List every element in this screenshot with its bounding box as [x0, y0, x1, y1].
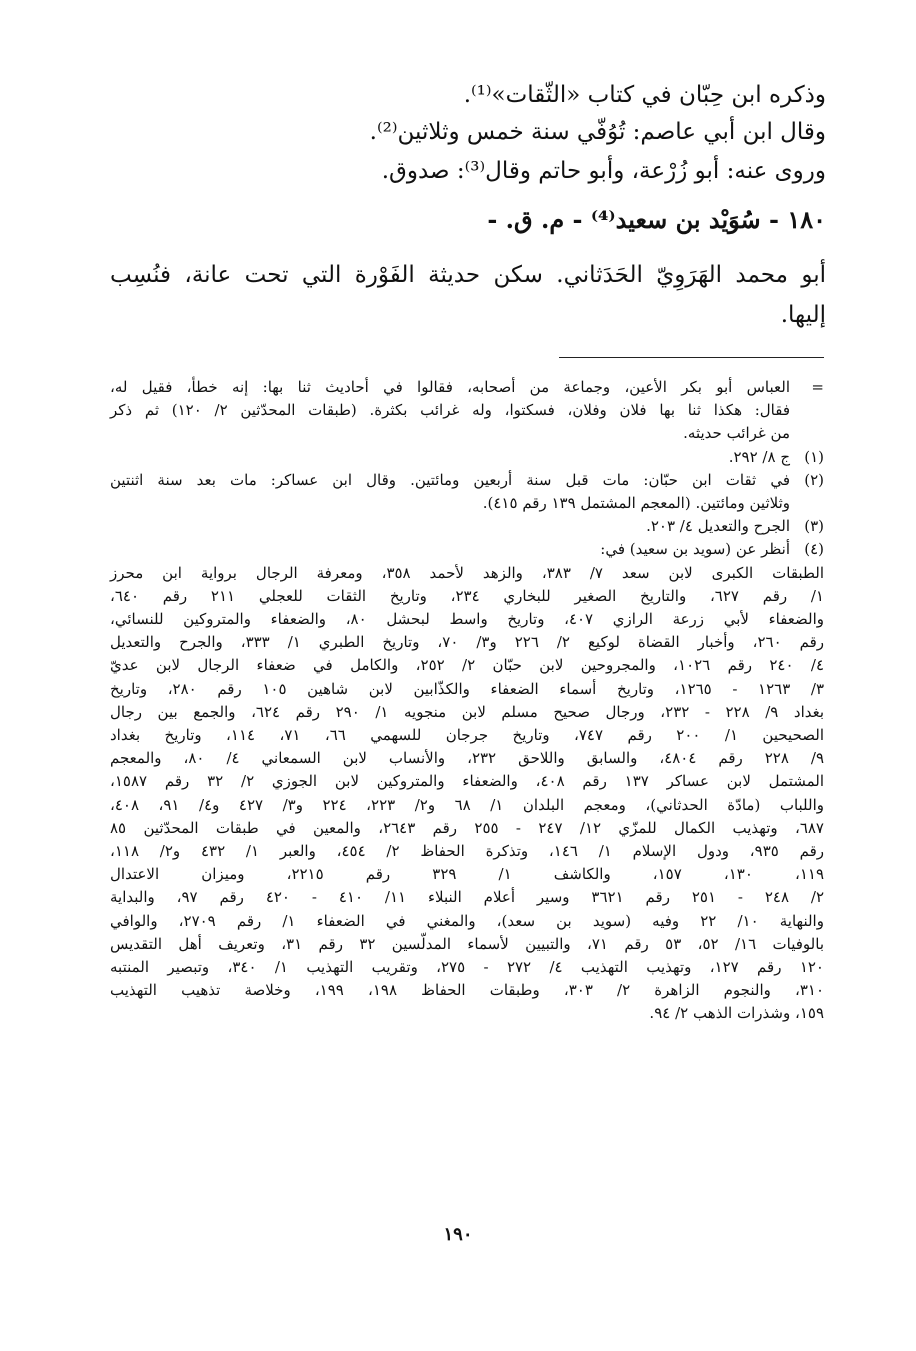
footnote-line: ٣١٠، والنجوم الزاهرة ٢/ ٣٠٣، وطبقات الحفاظ ١٩٨، ١٩٩، وخلاصة تذهيب التهذيب — [110, 981, 825, 1000]
footnote-line: رقم ٢٦٠، وأخبار القضاة لوكيع ٢/ ٢٢٦ و٣/ ٧٠، وتاريخ الطبري ١/ ٣٣٣، والجرح والتعديل — [110, 633, 824, 652]
footnote-line: بغداد ٩/ ٢٢٨ - ٢٣٢، ورجال صحيح مسلم لابن منجويه ١/ ٢٩٠ رقم ٦٢٤، والجمع بين رجال — [110, 702, 825, 721]
footnote-2 — [110, 469, 824, 515]
main-text-line-5: أبو محمد الهَرَوِيّ الحَدَثاني. سكن حديثة الفَوْرة التي تحت عانة، فنُسِب — [110, 262, 826, 288]
footnote-line: رقم ٩٣٥، ودول الإسلام ١/ ١٤٦، وتذكرة الحفاظ ٢/ ٤٥٤، والعبر ١/ ٤٣٢ و٢/ ١١٨، — [110, 842, 824, 861]
footnote-line: ١٥٩، وشذرات الذهب ٢/ ٩٤. — [649, 1004, 824, 1023]
footnote-line: المشتمل لابن عساكر ١٣٧ رقم ٤٠٨، والضعفاء والمتروكين لابن الجوزي ٢/ ٣٢ رقم ١٥٨٧، — [110, 772, 825, 791]
footnote-marker: (٤) — [804, 540, 824, 559]
footnote-line: الطبقات الكبرى لابن سعد ٧/ ٣٨٣، والزهد لأحمد ٣٥٨، ومعرفة الرجال برواية ابن محرز — [110, 563, 825, 582]
footnote-line: ١١٩، ١٣٠، ١٥٧، والكاشف ١/ ٣٢٩ رقم ٢٢١٥، وميزان الاعتدال — [110, 865, 825, 884]
footnote-4 — [110, 538, 824, 561]
footnote-line: أنظر عن (سويد بن سعيد) في: — [600, 540, 790, 559]
footnote-continuation — [110, 376, 824, 446]
main-text-line-6: إليها. — [780, 302, 826, 328]
footnote-line: ١/ رقم ٦٢٧، والتاريخ الصغير للبخاري ٢٣٤، وتاريخ الثقات للعجلي ٢١١ رقم ٦٤٠، — [110, 586, 824, 605]
footnote-line: واللباب (مادّة الحدثاني)، ومعجم البلدان ١/ ٦٨ و٢/ ٢٢٣، ٢٢٤ و٣/ ٤٢٧ و٤/ ٩١، ٤٠٨، — [110, 795, 824, 814]
footnote-line: فقال: هكذا ثنا بها فلان وفلان، فسكتوا، وله غرائب بكثرة. (طبقات المحدّثين ٢/ ١٢٠) ثم ذكر — [110, 401, 790, 420]
footnote-marker: (٣) — [804, 517, 824, 536]
main-text-line-1: وذكره ابن حِبّان في كتاب «الثّقات»⁽¹⁾. — [463, 82, 826, 108]
footnote-line: ١٢٠ رقم ١٢٧، وتهذيب التهذيب ٤/ ٢٧٢ - ٢٧٥، وتقريب التهذيب ١/ ٣٤٠، وتبصير المنتبه — [110, 958, 824, 977]
footnote-line: بالوفيات ١٦/ ٥٢، ٥٣ رقم ٧١، والتبيين لأسماء المدلّسين ٣٢ رقم ٣١، وتعريف أهل التقديس — [110, 934, 824, 953]
footnote-4-body — [110, 562, 824, 1026]
footnote-line: العباس أبو بكر الأعين، وجماعة من أصحابه، فقالوا في أحاديث ثنا بها: إنه خطأ، فقيل له، — [110, 378, 790, 396]
footnote-separator — [559, 357, 824, 358]
footnote-line: ٦٨٧، وتهذيب الكمال للمزّي ١٢/ ٢٤٧ - ٢٥٥ رقم ٢٦٤٣، والمعين في طبقات المحدّثين ٨٥ — [110, 818, 824, 837]
footnote-3 — [110, 515, 824, 538]
page-number: ١٩٠ — [443, 1224, 473, 1245]
footnote-line: ٤/ ٢٤٠ رقم ١٠٢٦، والمجروحين لابن حبّان ٢/ ٢٥٢، والكامل في ضعفاء الرجال لابن عديّ — [110, 656, 824, 675]
footnote-line: والضعفاء لأبي زرعة الرازي ٤٠٧، وتاريخ واسط لبحشل ٨٠، والضعفاء والمتروكين للنسائي، — [110, 610, 825, 629]
footnote-line: وثلاثين ومائتين. (المعجم المشتمل ١٣٩ رقم ٤١٥). — [482, 494, 790, 513]
footnote-line: ٣/ ١٢٦٣ - ١٢٦٥، وتاريخ أسماء الضعفاء والكذّابين لابن شاهين ١٠٥ رقم ٢٨٠، وتاريخ — [110, 679, 825, 698]
footnotes — [110, 376, 824, 1026]
main-text-line-2: وقال ابن أبي عاصم: تُوُفّي سنة خمس وثلاثين⁽²⁾. — [369, 119, 826, 145]
footnote-line: ٢/ ٢٤٨ - ٢٥١ رقم ٣٦٢١ وسير أعلام النبلاء ١١/ ٤١٠ - ٤٢٠ رقم ٩٧، والبداية — [110, 888, 825, 907]
entry-heading: ١٨٠ - سُوَيْد بن سعيد⁽⁴⁾ - م. ق. - — [487, 205, 826, 234]
footnote-1 — [110, 446, 824, 469]
footnote-line: ج ٨/ ٢٩٢. — [728, 447, 790, 466]
footnote-marker: (١) — [804, 447, 824, 466]
footnote-line: ٩/ ٢٢٨ رقم ٤٨٠٤، والسابق واللاحق ٢٣٢، والأنساب لابن السمعاني ٤/ ٨٠، والمعجم — [110, 749, 825, 768]
footnote-line: في ثقات ابن حبّان: مات قبل سنة أربعين ومائتين. وقال ابن عساكر: مات بعد سنة اثنتين — [110, 470, 790, 489]
footnote-marker: (٢) — [804, 470, 824, 489]
footnote-continuation-marker: = — [811, 378, 824, 396]
footnote-line: الجرح والتعديل ٤/ ٢٠٣. — [646, 517, 790, 536]
footnote-line: والنهاية ١٠/ ٢٢ وفيه (سويد بن سعد)، والمغني في الضعفاء ١/ رقم ٢٧٠٩، والوافي — [110, 911, 824, 930]
main-text-line-3: وروى عنه: أبو زُرْعة، وأبو حاتم وقال⁽³⁾: صدوق. — [381, 158, 826, 184]
footnote-line: من غرائب حديثه. — [683, 424, 790, 443]
footnote-line: الصحيحين ١/ ٢٠٠ رقم ٧٤٧، وتاريخ جرجان للسهمي ٦٦، ٧١، ١١٤، وتاريخ بغداد — [110, 726, 824, 745]
